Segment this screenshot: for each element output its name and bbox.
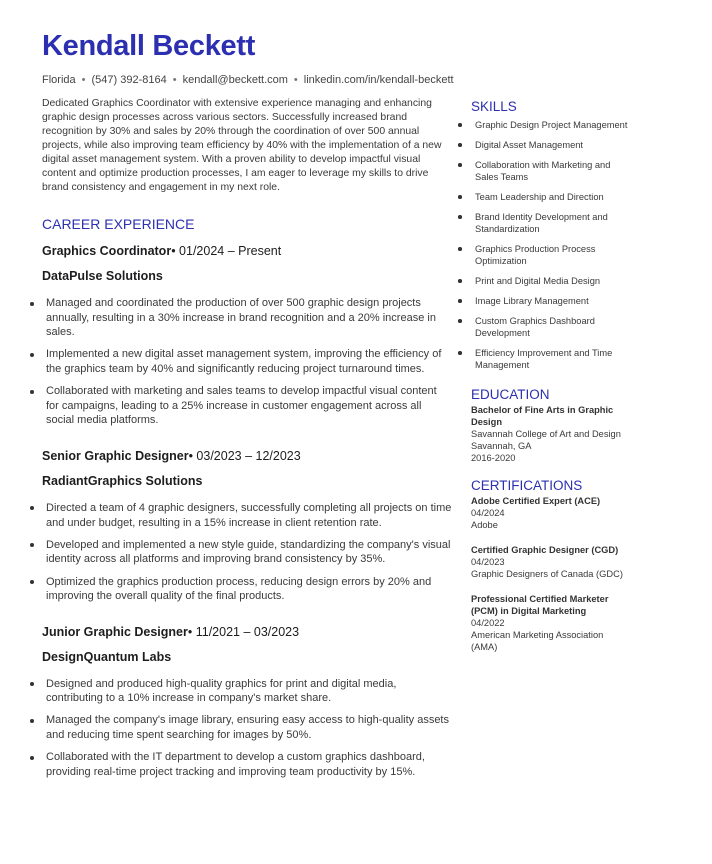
job-company: DataPulse Solutions: [42, 269, 163, 283]
certification-name: Certified Graphic Designer (CGD): [471, 545, 619, 555]
skill-item: Digital Asset Management: [471, 139, 631, 151]
skill-item: Custom Graphics Dashboard Development: [471, 315, 631, 339]
education-degree: Bachelor of Fine Arts in Graphic Design: [471, 405, 614, 427]
certification-date: 04/2023: [471, 557, 505, 567]
job-bullet: Designed and produced high-quality graphics for print and digital media, contributing to a 10% increase in company's market share.: [42, 677, 452, 706]
certification-entry: [471, 544, 631, 580]
experience-heading: CAREER EXPERIENCE: [42, 216, 195, 232]
job-company: DesignQuantum Labs: [42, 649, 172, 664]
contact-phone: (547) 392-8164: [91, 74, 167, 86]
skills-list: [471, 119, 631, 371]
certification-entry: [471, 495, 631, 531]
job-bullet: Managed the company's image library, ensuring easy access to high-quality assets and reducing time spent searching for images by 50%.: [42, 713, 452, 742]
job-bullet: Collaborated with marketing and sales teams to develop impactful visual content for campaigns, leading to a 25% increase in customer engagement across all social media platforms.: [42, 384, 452, 428]
job-bullet: Directed a team of 4 graphic designers, successfully completing all projects on time and under budget, resulting in a 15% increase in client retention rate.: [42, 501, 452, 530]
job-bullet: Implemented a new digital asset management system, improving the efficiency of the graphics team by 40% and significantly reducing project turnaround times.: [42, 347, 452, 376]
skill-item: Graphics Production Process Optimization: [471, 243, 631, 267]
contact-linkedin[interactable]: linkedin.com/in/kendall-beckett: [303, 74, 454, 86]
job-bullet: Developed and implemented a new style guide, standardizing the company's visual identity across all platforms and improving brand consistency by 35%.: [42, 538, 452, 567]
job-company: RadiantGraphics Solutions: [42, 473, 203, 488]
contact-separator: •: [293, 74, 298, 86]
job-entry: [42, 244, 452, 428]
certification-name: Adobe Certified Expert (ACE): [471, 496, 601, 506]
job-header: [42, 244, 452, 258]
certification-name: Professional Certified Marketer (PCM) in Digital Marketing: [471, 594, 609, 616]
contact-location: Florida: [42, 74, 76, 86]
skill-item: Collaboration with Marketing and Sales Teams: [471, 159, 631, 183]
contact-email[interactable]: kendall@beckett.com: [182, 74, 288, 86]
certification-date: 04/2024: [471, 508, 505, 518]
contact-separator: •: [81, 74, 86, 86]
certification-issuer: American Marketing Association (AMA): [471, 630, 604, 652]
candidate-name: Kendall Beckett: [42, 30, 256, 62]
education-dates: 2016-2020: [471, 453, 516, 463]
job-bullet: Managed and coordinated the production of over 500 graphic design projects annually, resulting in a 30% increase in brand recognition and a 20% increase in sales.: [42, 296, 452, 340]
job-entry: [42, 625, 452, 780]
contact-separator: •: [172, 74, 177, 86]
job-role: Junior Graphic Designer: [42, 624, 188, 639]
education-location: Savannah, GA: [471, 441, 532, 451]
skill-item: Brand Identity Development and Standardization: [471, 211, 631, 235]
certification-entry: [471, 593, 631, 653]
summary-text: Dedicated Graphics Coordinator with extensive experience managing and enhancing graphic design processes across various sectors. Successfully increased brand recognition by 30% and sales by 20% through the coordination of over 500 annual projects, while also improving team efficiency by 40% with the implementation of a new digital asset management system. With a proven ability to develop impactful visual content and optimize production processes, I am eager to leverage my skills to drive brand consistency and engagement in my next role.: [42, 98, 442, 193]
certification-date: 04/2022: [471, 618, 505, 628]
skill-item: Efficiency Improvement and Time Management: [471, 347, 631, 371]
job-header: [42, 625, 452, 639]
job-entry: [42, 449, 452, 604]
skill-item: Print and Digital Media Design: [471, 275, 631, 287]
education-school: Savannah College of Art and Design: [471, 429, 621, 439]
main-column: [42, 97, 452, 787]
certification-issuer: Adobe: [471, 520, 498, 530]
job-bullets: [42, 501, 452, 604]
job-role: Senior Graphic Designer: [42, 448, 189, 463]
job-header: [42, 449, 452, 463]
skills-heading: SKILLS: [471, 99, 517, 114]
job-bullet: Optimized the graphics production process, reducing design errors by 20% and improving the overall quality of the final products.: [42, 575, 452, 604]
skill-item: Team Leadership and Direction: [471, 191, 631, 203]
job-bullet: Collaborated with the IT department to develop a custom graphics dashboard, providing real-time project tracking and improving team productivity by 15%.: [42, 750, 452, 779]
skill-item: Image Library Management: [471, 295, 631, 307]
skill-item: Graphic Design Project Management: [471, 119, 631, 131]
job-dates: • 11/2021 – 03/2023: [187, 624, 300, 639]
job-role: Graphics Coordinator: [42, 244, 172, 258]
certifications-heading: CERTIFICATIONS: [471, 478, 583, 493]
sidebar-column: [471, 99, 631, 653]
job-dates: • 03/2023 – 12/2023: [188, 448, 301, 463]
education-heading: EDUCATION: [471, 387, 550, 402]
job-bullets: [42, 296, 452, 428]
certification-issuer: Graphic Designers of Canada (GDC): [471, 569, 623, 579]
job-bullets: [42, 677, 452, 780]
contact-line: [42, 74, 454, 86]
job-dates: • 01/2024 – Present: [171, 244, 282, 258]
